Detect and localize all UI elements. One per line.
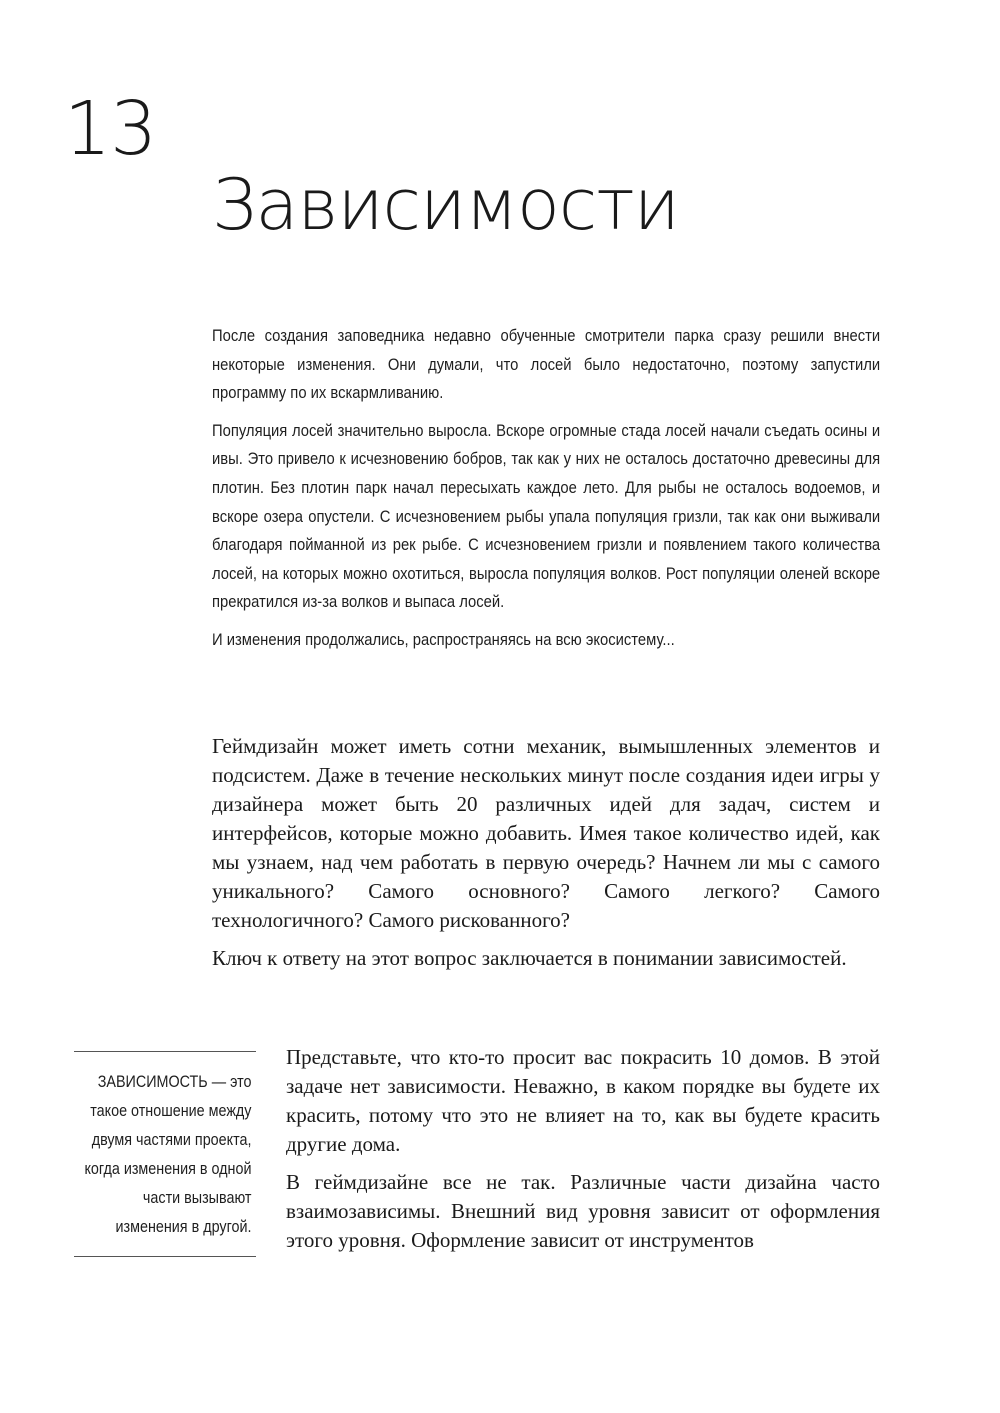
- definition-sidenote: [74, 1051, 256, 1257]
- chapter-intro: [212, 322, 881, 664]
- chapter-title: Зависимости: [212, 164, 679, 246]
- sidenote-term: ЗАВИСИМОСТЬ: [97, 1073, 208, 1091]
- body-paragraph: Представьте, что кто-то просит вас покрасить 10 домов. В этой задаче нет зависимости. Неважно, в каком порядке вы будете их красить, потому что это не влияет на то, как вы будете красить другие дома.: [286, 1045, 880, 1156]
- intro-paragraph: После создания заповедника недавно обученные смотрители парка сразу решили внести некоторые изменения. Они думали, что лосей было недостаточно, поэтому запустили программу по их вскармливанию.: [212, 326, 881, 403]
- body-paragraph: Геймдизайн может иметь сотни механик, вымышленных элементов и подсистем. Даже в течение нескольких минут после создания идеи игры у дизайнера может быть 20 различных идей для задач, систем и интерфейсов, которые можно добавить. Имея такое количество идей, как мы узнаем, над чем работать в первую очередь? Начнем ли мы с самого уникального? Самого основного? Самого легкого? Самого технологичного? Самого рискованного?: [212, 734, 880, 932]
- main-text-continued: [286, 1043, 880, 1264]
- chapter-number: 13: [64, 86, 157, 172]
- main-text: [212, 732, 880, 982]
- intro-paragraph: Популяция лосей значительно выросла. Вскоре огромные стада лосей начали съедать осины и ивы. Это привело к исчезновению бобров, так как у них не осталось достаточно древесины для плотин. Без плотин парк начал пересыхать каждое лето. Для рыбы не осталось водоемов, и вскоре озера опустели. С исчезновением рыбы упала популяция гризли, так как они выживали благодаря пойманной из рек рыбе. С исчезновением гризли и появлением такого количества лосей, на которых можно охотиться, выросла популяция волков. Рост популяции оленей вскоре прекратился из-за волков и выпаса лосей.: [212, 420, 881, 612]
- sidenote-definition: — это такое отношение между двумя частями проекта, когда изменения в одной части вызывают изменения в другой.: [84, 1073, 252, 1236]
- body-paragraph: В геймдизайне все не так. Различные части дизайна часто взаимозависимы. Внешний вид уровня зависит от оформления этого уровня. Оформление зависит от инструментов: [286, 1170, 880, 1252]
- intro-paragraph: И изменения продолжались, распространяясь на всю экосистему...: [212, 629, 675, 649]
- sidenote-text: [74, 1068, 251, 1242]
- body-paragraph: Ключ к ответу на этот вопрос заключается в понимании зависимостей.: [212, 946, 847, 970]
